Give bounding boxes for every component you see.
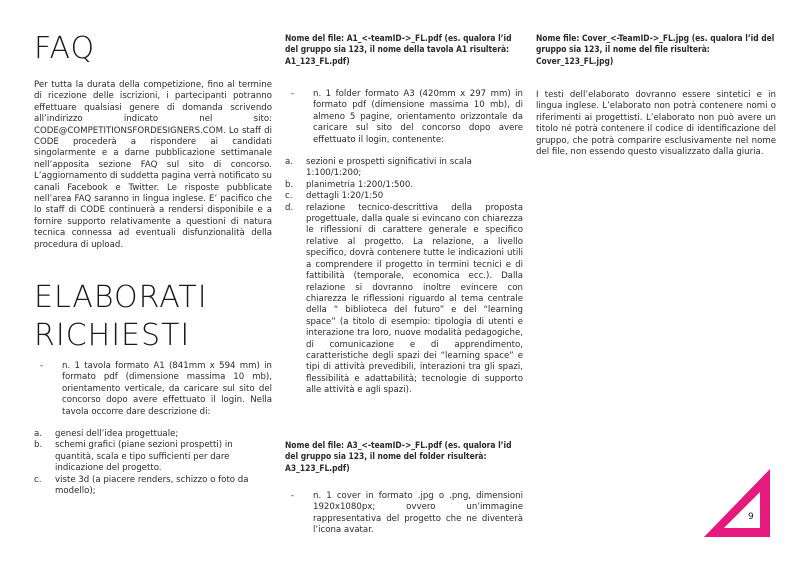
dash-marker: - xyxy=(40,361,44,371)
list-item-text: schemi grafici (piane sezioni prospetti) in quantità, scala e tipo sufficienti per dare indicazione del progetto. xyxy=(55,440,233,474)
list-item xyxy=(34,475,272,498)
a1-filename-heading: Nome del file: A1_<-teamID->_FL.pdf (es. qualora l’id del gruppo sia 123, il nome della tavola A1 risulterà: A1_123_FL.pdf) xyxy=(285,33,512,66)
elaborati-title xyxy=(34,279,208,355)
list-item xyxy=(285,191,523,202)
list-marker: b. xyxy=(285,179,294,190)
list-item-text: relazione tecnico-descrittiva della proposta progettuale, dalla quale si evincano con chiarezza le riflessioni di carattere generale e specifico relative al progetto. La relazione, a livello specifico, dovrà contenere tutte le indicazioni utili a comprendere il progetto in termini tecnici e di fattibilità (temporale, economica ecc.). Dalla relazione si dovranno inoltre evincere con chiarezza le riflessioni riguardo al tema centrale della “ biblioteca del futuro” e del “learning space” (a titolo di esempio: tipologia di utenti e interazione tra loro, nuove modalità pedagogiche, di comunicazione e di apprendimento, caratteristiche degli spazi dei “learning space” e tipi di attività prevedibili, interazioni tra gli spazi, flessibilità e adattabilità; tecnologie di supporto alle attività e agli spazi). xyxy=(306,202,523,396)
list-marker: c. xyxy=(285,191,293,202)
list-marker: a. xyxy=(34,429,42,440)
list-item-text: genesi dell’idea progettuale; xyxy=(55,429,179,440)
list-item xyxy=(285,203,523,397)
faq-title: FAQ xyxy=(34,31,96,66)
a3-list xyxy=(285,89,523,397)
list-item xyxy=(34,440,272,474)
triangle-decoration-icon xyxy=(700,465,778,543)
requirements-paragraph: I testi dell’elaborato dovranno essere sintetici e in lingua inglese. L’elaborato non potrà contenere nomi o riferimenti ai progettisti. L’elaborato non può avere un titolo né potrà contenere il codice di identificazione del gruppo, che potrà comparire esclusivamente nel nome del file, non essendo questo visualizzato dalla giuria. xyxy=(536,90,776,158)
a3-intro-text: n. 1 folder formato A3 (420mm x 297 mm) in formato pdf (dimensione massima 10 mb), di almeno 5 pagine, orientamento orizzontale da caricare sul sito del concorso dopo avere effettuato il login, contenente: xyxy=(313,89,523,145)
a3-intro-item xyxy=(285,89,523,146)
a3-filename-heading: Nome del file: A3_<-teamID->_FL.pdf (es. qualora l’id del gruppo sia 123, il nome del folder risulterà: A3_123_FL.pdf) xyxy=(285,440,512,473)
elaborati-list xyxy=(34,361,272,497)
elaborati-title-line1: ELABORATI xyxy=(34,280,208,315)
list-item-text: sezioni e prospetti significativi in scala 1:100/1:200; xyxy=(306,157,472,179)
cover-filename-heading: Nome file: Cover_<-TeamID->_FL.jpg (es. qualora l’id del gruppo sia 123, il nome del file risulterà: Cover_123_FL.jpg) xyxy=(536,33,775,66)
faq-section xyxy=(34,80,272,251)
dash-marker: - xyxy=(291,89,295,99)
list-marker: c. xyxy=(34,474,42,485)
list-item-text: dettagli 1:20/1:50 xyxy=(306,191,384,202)
list-item-text: viste 3d (a piacere renders, schizzo o foto da modello); xyxy=(55,474,249,497)
page-number: 9 xyxy=(748,512,754,522)
list-item xyxy=(34,429,272,440)
list-item xyxy=(285,180,523,191)
list-marker: b. xyxy=(34,440,43,451)
elaborati-title-line2: RICHIESTI xyxy=(34,318,191,353)
faq-paragraph: Per tutta la durata della competizione, fino al termine di ricezione delle iscrizioni, i partecipanti potranno effettuare qualsiasi genere di domanda scrivendo all’indirizzo indicato nel sito: CODE@COMPETITIONSFORDESIGNERS.COM. Lo staff di CODE procederà a rispondere ai candidati singolarmente e a darne pubblicazione settimanale nell’apposita sezione FAQ sul sito di concorso. L’aggiornamento di suddetta pagina verrà notificato su canali Facebook e Twitter. Le risposte pubblicate nell’area FAQ saranno in lingua inglese. E’ pacifico che lo staff di CODE continuerà a rendersi disponibile e a fornire supporto relativamente a questioni di natura tecnica connessa ad eventuali disfunzionalità della procedura di upload. xyxy=(34,80,272,250)
a1-intro-text: n. 1 tavola formato A1 (841mm x 594 mm) in formato pdf (dimensione massima 10 mb), orientamento verticale, da caricare sul sito del concorso dopo avere effettuato il login. Nella tavola occorre dare descrizione di: xyxy=(62,361,272,417)
cover-item xyxy=(285,491,523,537)
a1-intro-item xyxy=(34,361,272,418)
list-marker: d. xyxy=(285,202,294,213)
list-item xyxy=(285,157,523,180)
cover-text: n. 1 cover in formato .jpg o .png, dimensioni 1920x1080px; ovvero un’immagine rappresentativa del progetto che ne diventerà l’icona avatar. xyxy=(313,491,523,536)
list-marker: a. xyxy=(285,157,293,168)
list-item-text: planimetria 1:200/1:500. xyxy=(306,179,414,190)
cover-list xyxy=(285,491,523,537)
dash-marker: - xyxy=(291,491,295,501)
